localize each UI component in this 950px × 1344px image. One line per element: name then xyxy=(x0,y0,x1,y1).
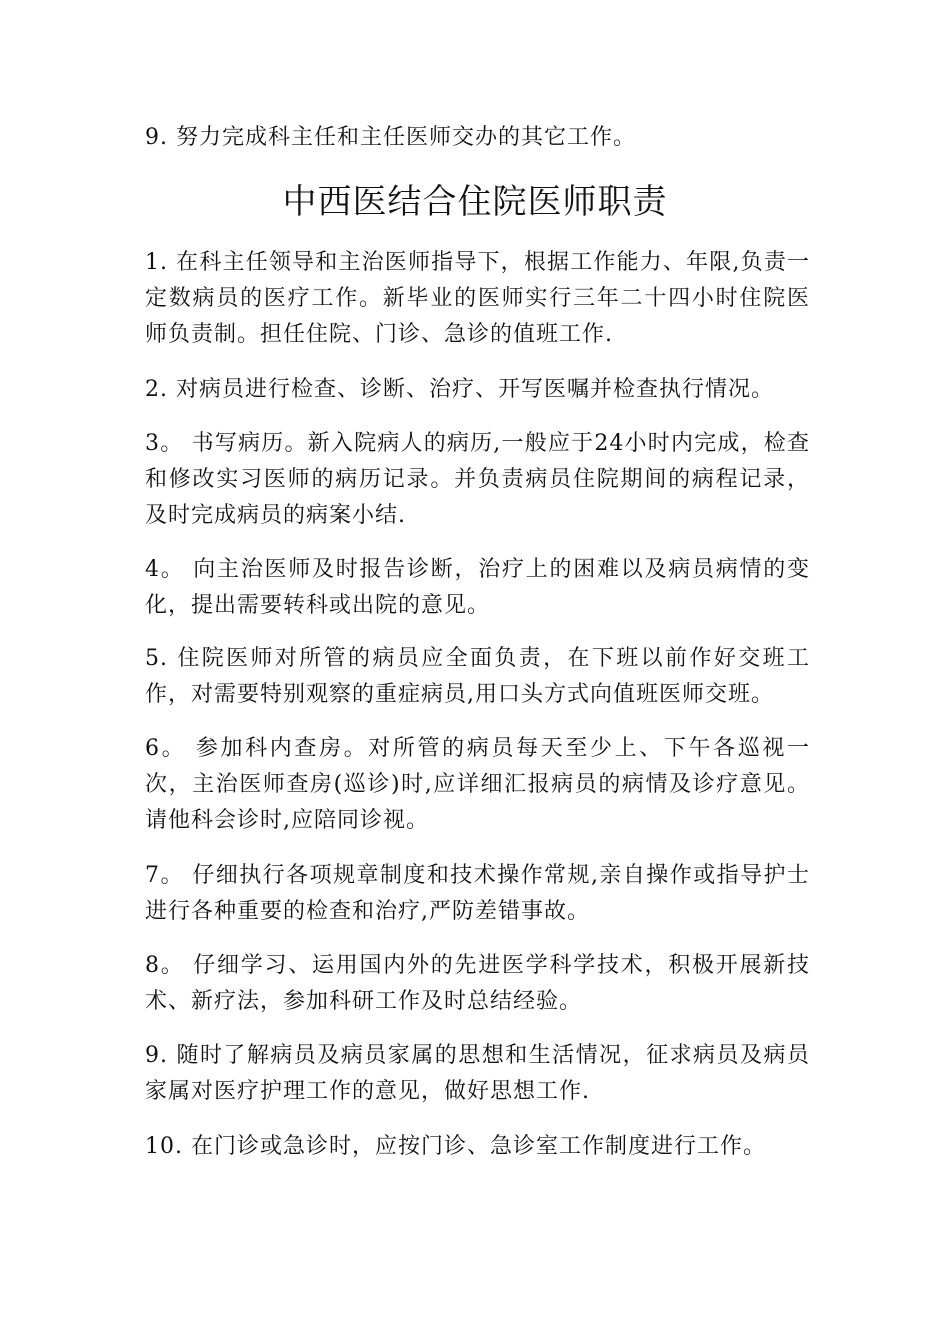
lead-item: 9. 努力完成科主任和主任医师交办的其它工作。 xyxy=(145,125,636,150)
list-item-9: 9. 随时了解病员及病员家属的思想和生活情况，征求病员及病员家属对医疗护理工作的意见，做好思想工作. xyxy=(145,1043,810,1104)
list-item-3: 3。 书写病历。新入院病人的病历,一般应于24小时内完成，检查和修改实习医师的病历记录。并负责病员住院期间的病程记录，及时完成病员的病案小结. xyxy=(145,431,810,528)
list-item-6: 6。 参加科内查房。对所管的病员每天至少上、下午各巡视一次，主治医师查房(巡诊)时,应详细汇报病员的病情及诊疗意见。请他科会诊时,应陪同诊视。 xyxy=(145,736,810,833)
list-item-1: 1. 在科主任领导和主治医师指导下，根据工作能力、年限,负责一定数病员的医疗工作。新毕业的医师实行三年二十四小时住院医师负责制。担任住院、门诊、急诊的值班工作. xyxy=(145,250,810,347)
list-item-2: 2. 对病员进行检查、诊断、治疗、开写医嘱并检查执行情况。 xyxy=(145,377,774,402)
list-item-8: 8。 仔细学习、运用国内外的先进医学科学技术，积极开展新技术、新疗法，参加科研工作及时总结经验。 xyxy=(145,953,810,1014)
list-item-4: 4。 向主治医师及时报告诊断，治疗上的困难以及病员病情的变化，提出需要转科或出院的意见。 xyxy=(145,557,810,618)
list-item-7: 7。 仔细执行各项规章制度和技术操作常规,亲自操作或指导护士进行各种重要的检查和治疗,严防差错事故。 xyxy=(145,863,810,924)
document-title: 中西医结合住院医师职责 xyxy=(282,182,668,222)
list-item-10: 10. 在门诊或急诊时，应按门诊、急诊室工作制度进行工作。 xyxy=(145,1134,766,1159)
list-item-5: 5. 住院医师对所管的病员应全面负责，在下班以前作好交班工作，对需要特别观察的重症病员,用口头方式向值班医师交班。 xyxy=(145,646,810,707)
